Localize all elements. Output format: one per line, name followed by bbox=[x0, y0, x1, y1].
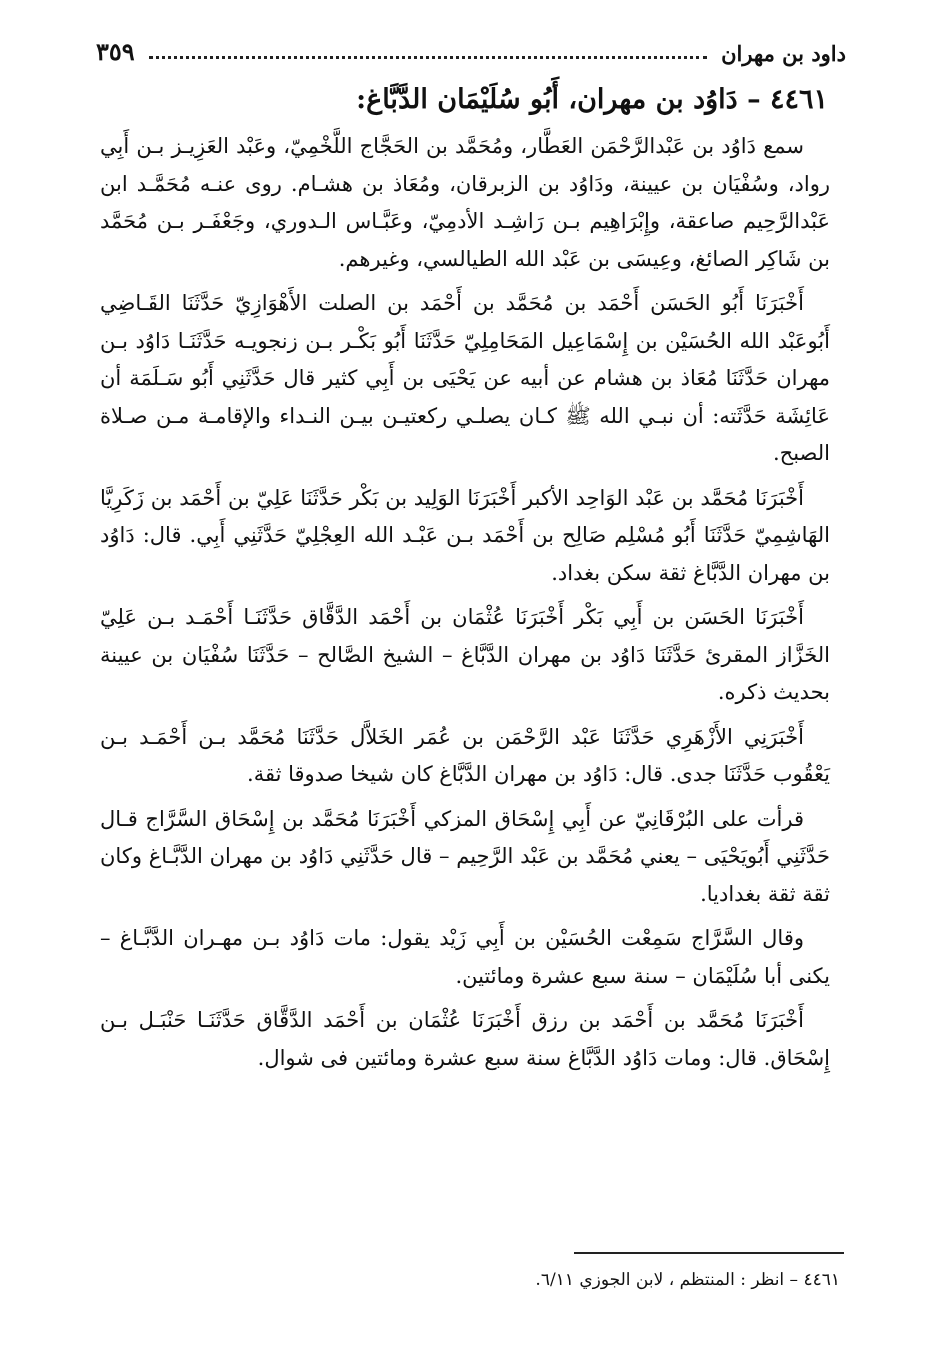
footnote: ٤٤٦١ – انظر : المنتظم ، لابن الجوزي ٦/١١. bbox=[535, 1270, 840, 1290]
paragraph-azhari-narration: أَخْبَرَنِي الأَزْهَرِي حَدَّثَنَا عَبْد الرَّحْمَن بن عُمَر الخَلاَّل حَدَّثَنَا مُحَمَّد بـن أَحْمَـد بـن يَعْقُوب حَدَّثَنَا جدى. قال: دَاوُد بن مهران الدَّبَّاغ كان شيخا صدوقا ثقة. bbox=[100, 724, 830, 786]
leader-dots bbox=[149, 55, 707, 59]
running-title: داود بن مهران bbox=[721, 41, 846, 66]
entry-heading: ٤٤٦١ – دَاوُد بن مهران، أَبُو سُلَيْمَان الدَّبَّاغ: bbox=[356, 84, 828, 115]
footnote-divider bbox=[574, 1252, 844, 1254]
paragraph-death-date: أَخْبَرَنَا مُحَمَّد بن أَحْمَد بن رزق أَخْبَرَنَا عُثْمَان بن أَحْمَد الدَّقَّاق حَدَّثَنَـا حَنْبَـل بـن إِسْحَاق. قال: ومات دَاوُد الدَّبَّاغ سنة سبع عشرة ومائتين فى شوال. bbox=[100, 1008, 830, 1070]
paragraph-ijli-opinion: أَخْبَرَنَا مُحَمَّد بن عَبْد الوَاحِد الأكبر أَخْبَرَنَا الوَلِيد بن بَكْر حَدَّثَنَا عَلِيّ بن أَحْمَد بن زَكَرِيَّا الهَاشِمِيّ حَدَّثَنَا أَبُو مُسْلِم صَالِح بن أَحْمَد بـن عَبْـد الله العِجْلِيّ حَدَّثَنِي أَبِي. قال: دَاوُد بن مهران الدَّبَّاغ ثقة سكن بغداد. bbox=[100, 485, 830, 585]
paragraph-death-report: وقال السَّرَّاج سَمِعْت الحُسَيْن بن أَبِي زَيْد يقول: مات دَاوُد بـن مهـران الدَّبَّـاغ – يكنى أبا سُلَيْمَان – سنة سبع عشرة ومائتين. bbox=[100, 926, 830, 988]
paragraph-khazzaz-narration: أَخْبَرَنَا الحَسَن بن أَبِي بَكْر أَخْبَرَنَا عُثْمَان بن أَحْمَد الدَّقَّاق حَدَّثَنَـا أَحْمَـد بـن عَلِيّ الخَزَّاز المقرئ حَدَّثَنَا دَاوُد بن مهران الدَّبَّاغ – الشيخ الصَّالح – حَدَّثَنَا سُفْيَان بن عيينة بحديث ذكره. bbox=[100, 605, 830, 704]
paragraph-teachers-students: سمع دَاوُد بن عَبْدالرَّحْمَن العَطَّار، ومُحَمَّد بن الحَجَّاج اللَّخْمِيّ، وعَبْد العَزِيـز بـن أَبِي رواد، وسُفْيَان بن عيينة، ودَاوُد بن الزبرقان، ومُعَاذ بن هشـام. روى عنـه مُحَمَّـد ابن عَبْدالرَّحِيم صاعقة، وإِبْرَاهِيم بـن رَاشِـد الأدمِيّ، وعَبَّـاس الـدوري، وجَعْفَـر بـن مُحَمَّد بن شَاكِر الصائغ، وعِيسَى بن عَبْد الله الطيالسي، وغيرهم. bbox=[100, 134, 830, 271]
paragraph-barqani-reading: قرأت على البُرْقَانِيّ عن أَبِي إِسْحَاق المزكي أَخْبَرَنَا مُحَمَّد بن إِسْحَاق السَّرَّاج قـال حَدَّثَنِي أَبُويَحْيَى – يعني مُحَمَّد بن عَبْد الرَّحِيم – قال حَدَّثَنِي دَاوُد بن مهران الدَّبَّـاغ وكان ثقة ثقة بغداديا. bbox=[100, 806, 830, 906]
running-header bbox=[96, 30, 846, 66]
entry-body bbox=[100, 128, 830, 1084]
paragraph-hadith-narration: أَخْبَرَنَا أَبُو الحَسَن أَحْمَد بن مُحَمَّد بن أَحْمَد بن الصلت الأَهْوَازِيّ حَدَّثَنَا القَـاضِي أَبُوعَبْد الله الحُسَيْن بن إِسْمَاعِيل المَحَامِلِيّ حَدَّثَنَا أَبُو بَكْـر بـن زنجويـه حَدَّثَنَـا دَاوُد بـن مهران حَدَّثَنَا مُعَاذ بن هشام عن أبيه عن يَحْيَى بن أَبِي كثير قال حَدَّثَنِي أَبُو سَـلَمَة أن عَائِشَة حَدَّثَته: أن نبـي الله ﷺ كـان يصلـي ركعتيـن بيـن النـداء والإقامـة مـن صـلاة الصبح. bbox=[100, 291, 830, 465]
page-number: ٣٥٩ bbox=[96, 37, 135, 66]
